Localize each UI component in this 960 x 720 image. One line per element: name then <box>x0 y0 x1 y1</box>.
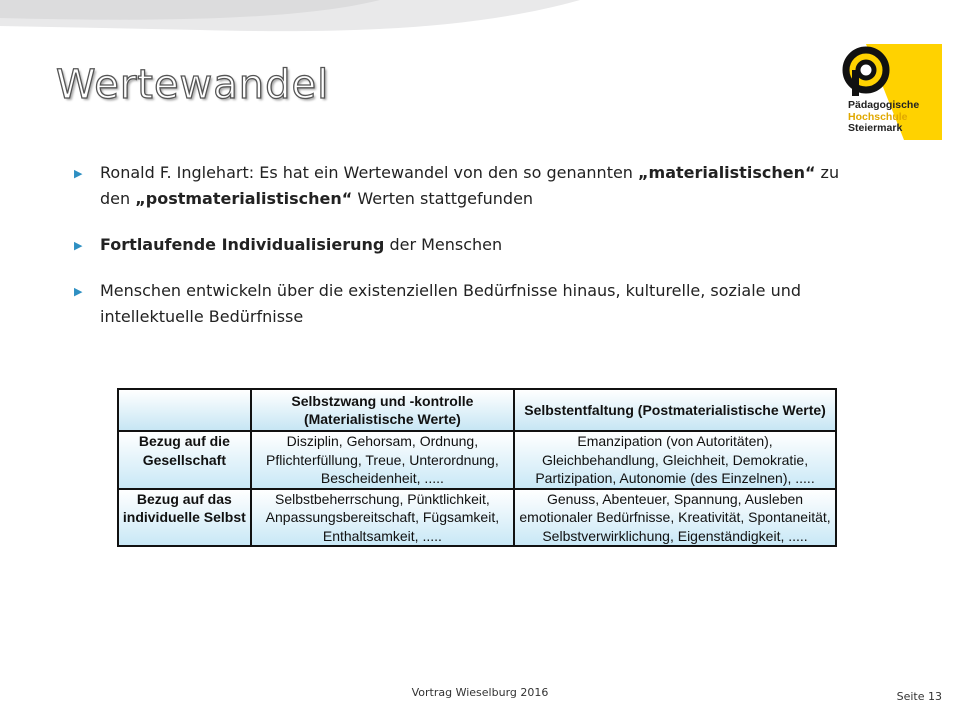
triangle-bullet-icon: ▶ <box>74 167 83 180</box>
bullet-text: zu den <box>100 163 840 208</box>
logo-line-3: Steiermark <box>848 122 903 134</box>
bullet-item <box>70 160 850 212</box>
logo-wordmark <box>848 100 919 135</box>
materialistic-cell: Selbstbeherrschung, Pünktlichkeit, Anpassungsbereitschaft, Fügsamkeit, Enthaltsamkeit, ..... <box>251 489 514 547</box>
table-header-empty <box>118 389 251 431</box>
materialistic-cell: Disziplin, Gehorsam, Ordnung, Pflichterfüllung, Treue, Unterordnung, Bescheidenheit, ..... <box>251 431 514 489</box>
bullet-emphasis: „postmaterialistischen“ <box>135 189 353 208</box>
postmaterialistic-cell: Emanzipation (von Autoritäten), Gleichbehandlung, Gleichheit, Demokratie, Partizipation, Autonomie (des Einzelnen), ..... <box>514 431 836 489</box>
values-table <box>117 388 837 547</box>
page-number: Seite 13 <box>896 690 942 703</box>
postmaterialistic-cell: Genuss, Abenteuer, Spannung, Ausleben emotionaler Bedürfnisse, Kreativität, Spontaneität, Selbstverwirklichung, Eigenständigkeit, ..... <box>514 489 836 547</box>
bullet-item <box>70 232 850 258</box>
bullet-emphasis: „materialistischen“ <box>638 163 816 182</box>
footer-text: Vortrag Wieselburg 2016 <box>411 686 549 699</box>
bullet-text: der Menschen <box>384 235 503 254</box>
table-row <box>118 489 836 547</box>
bullet-text: Werten stattgefunden <box>352 189 534 208</box>
triangle-bullet-icon: ▶ <box>74 285 83 298</box>
bullet-list <box>70 160 850 350</box>
logo-line-2: Hochschule <box>848 110 908 123</box>
table-header-materialistic: Selbstzwang und -kontrolle (Materialistische Werte) <box>251 389 514 431</box>
table-header-postmaterialistic: Selbstentfaltung (Postmaterialistische Werte) <box>514 389 836 431</box>
slide-title: Wertewandel <box>56 62 330 108</box>
bullet-text: Menschen entwickeln über die existenziellen Bedürfnisse hinaus, kulturelle, soziale und intellektuelle Bedürfnisse <box>100 281 802 326</box>
row-label: Bezug auf die Gesellschaft <box>118 431 251 489</box>
table-header-row <box>118 389 836 431</box>
triangle-bullet-icon: ▶ <box>74 239 83 252</box>
bullet-text: Ronald F. Inglehart: Es hat ein Wertewandel von den so genannten <box>100 163 639 182</box>
logo-line-1: Pädagogische <box>848 99 920 111</box>
bullet-item <box>70 278 850 330</box>
bullet-emphasis: Fortlaufende Individualisierung <box>100 235 385 254</box>
row-label: Bezug auf das individuelle Selbst <box>118 489 251 547</box>
table-row <box>118 431 836 489</box>
